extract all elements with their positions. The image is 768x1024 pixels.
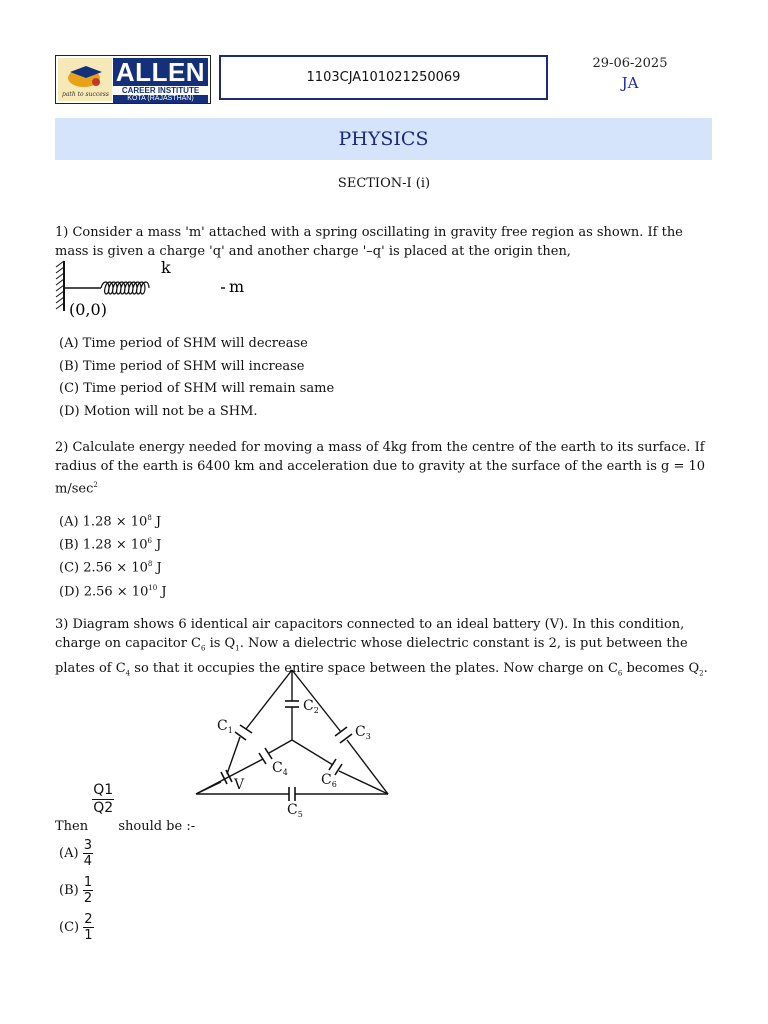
mass-label: m [229,277,245,296]
q1-over-q2-fraction: $\frac{Q1}{Q2}$ [93,782,114,816]
q1-option-d[interactable]: (D) Motion will not be a SHM. [59,404,258,419]
question-2-text: 2) Calculate energy needed for moving a mass of 4kg from the centre of the earth to its surface. If radius of the earth is 6400 km and acceleration due to gravity at the surface of the earth is g = 10 $m/\sec^2$ [55,440,706,497]
c1-label: $C_1$ [217,718,233,735]
origin-label: (0,0) [69,300,107,319]
q2-option-b[interactable]: (B) $1.28 \times 10^6$ J [59,537,162,553]
subject-banner: PHYSICS [55,118,712,160]
q3-option-b[interactable]: (B) $\frac{1}{2}$ [59,875,93,906]
logo-location: KOTA (RAJASTHAN) [113,95,208,103]
paper-code-box: 1103CJA101021250069 [219,55,548,100]
c5-label: $C_5$ [287,802,303,819]
logo-tagline: path to success [62,91,109,98]
q1-option-a[interactable]: (A) Time period of SHM will decrease [59,336,308,351]
q3-then-line: Then $\frac{Q1}{Q2}$ should be :- [55,782,196,834]
spring-constant-label: k [161,258,171,277]
exam-date: 29-06-2025 [592,56,668,71]
q2-option-a[interactable]: (A) $1.28 \times 10^8$ J [59,514,162,530]
section-title: SECTION-I (i) [337,176,431,191]
question-1-text: 1) Consider a mass 'm' attached with a spring oscillating in gravity free region as shown. If the mass is given a charge 'q' and another charge '–q' is placed at the origin then, [55,225,683,259]
spring-mass-figure [55,257,255,321]
c4-label: $C_4$ [272,760,288,777]
q3-option-a[interactable]: (A) $\frac{3}{4}$ [59,838,92,869]
c2-label: $C_2$ [303,698,319,715]
battery-label: V [234,777,245,793]
institute-logo [55,55,211,104]
q2-option-c[interactable]: (C) $2.56 \times 10^8$ J [59,560,162,576]
c3-label: $C_3$ [355,724,371,741]
q1-option-b[interactable]: (B) Time period of SHM will increase [59,359,305,374]
capacitor-network-figure [192,668,392,820]
logo-brand: ALLEN [113,58,208,86]
c6-label: $C_6$ [321,772,337,789]
q2-option-d[interactable]: (D) $2.56 \times 10^{10}$ J [59,584,167,600]
logo-subtitle: CAREER INSTITUTE [121,86,200,95]
q1-option-c[interactable]: (C) Time period of SHM will remain same [59,381,335,396]
logo-emblem [58,58,112,101]
paper-type: JA [621,74,639,92]
question-3-text: 3) Diagram shows 6 identical air capacitors connected to an ideal battery (V). In this condition, charge on capacitor $C_6$ is $Q_1$. Now a dielectric whose dielectric constant is 2, is put between the plates of $C_4$ so that it occupies the entire space between the plates. Now charge on $C_6$ becomes $Q_2$. [55,617,708,678]
q3-option-c[interactable]: (C) $\frac{2}{1}$ [59,912,93,943]
